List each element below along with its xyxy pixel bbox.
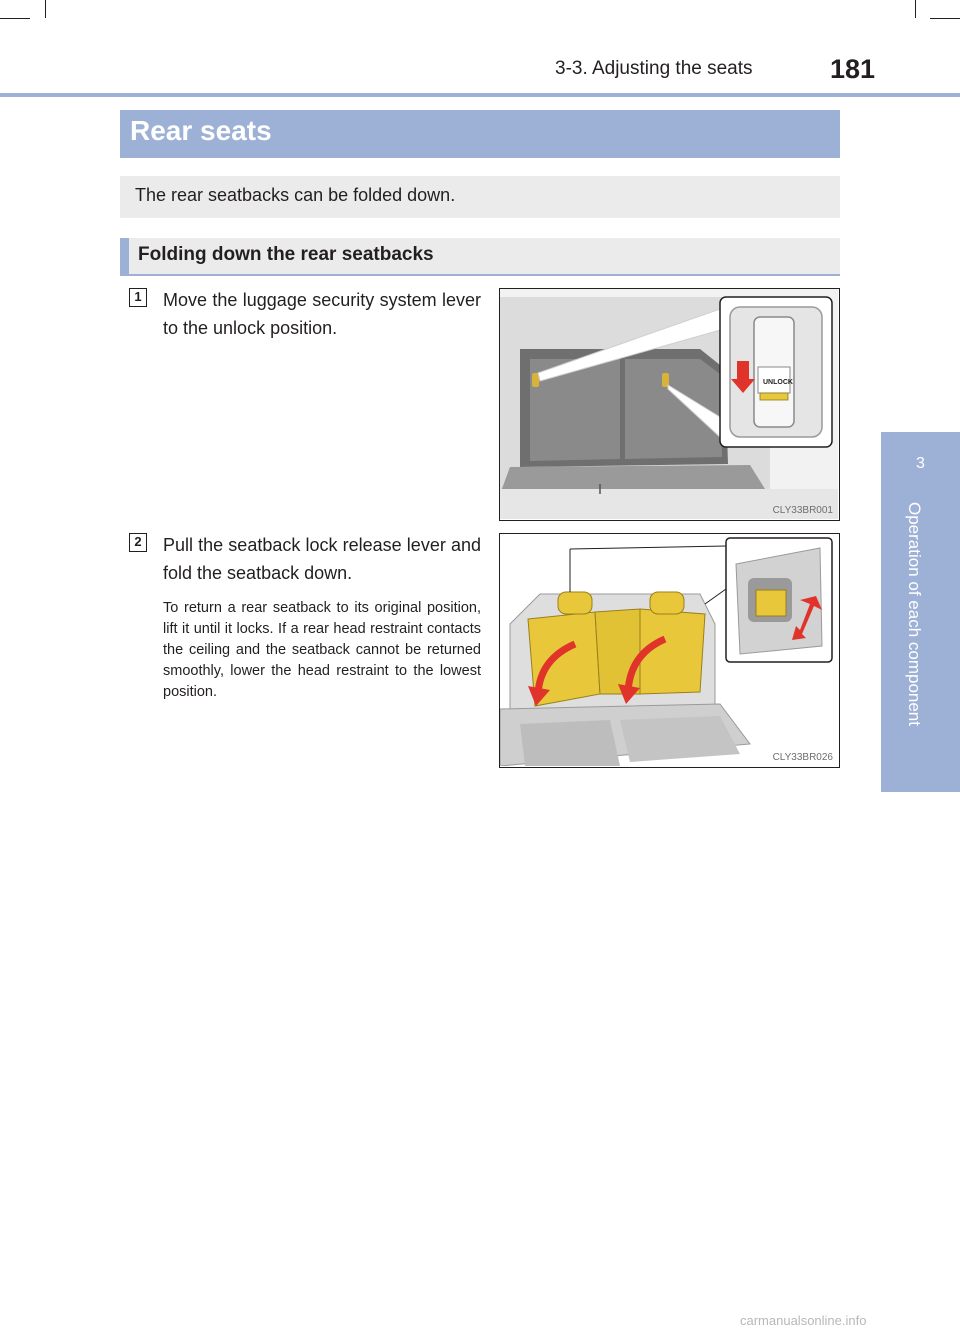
page-number: 181 [830, 54, 876, 84]
step-text-1: Move the luggage security system lever to the unlock position. [163, 290, 481, 338]
left-lever [532, 373, 539, 387]
crop-mark [915, 0, 916, 18]
figure-luggage-lever [499, 288, 840, 521]
header-rule [0, 93, 960, 97]
seat-illustration [500, 534, 838, 766]
intro-text: The rear seatbacks can be folded down. [135, 185, 456, 205]
section-title-bar [120, 110, 840, 158]
step-text-2: Pull the seatback lock release lever and fold the seatback down. [163, 535, 481, 583]
step-number-2: 2 [129, 533, 147, 552]
figure-code: CLY33BR026 [772, 752, 833, 763]
intro-box [120, 176, 840, 218]
figure-code: CLY33BR001 [772, 505, 833, 516]
crop-mark [45, 0, 46, 18]
chapter-side-tab [881, 432, 960, 792]
page-title: Rear seats [130, 115, 272, 146]
figure-seatback-release [499, 533, 840, 768]
crop-mark [930, 18, 960, 19]
section-label: 3-3. Adjusting the seats [555, 58, 753, 79]
chapter-title: Operation of each component [905, 502, 924, 726]
crop-mark [0, 18, 30, 19]
trunk-illustration [500, 289, 838, 519]
chapter-number: 3 [916, 455, 925, 472]
subheading-text: Folding down the rear seatbacks [138, 244, 434, 265]
step-number-1: 1 [129, 288, 147, 307]
unlock-label: UNLOCK [763, 379, 793, 386]
subheading-bar [120, 238, 840, 276]
step-note-2: To return a rear seatback to its original position, lift it until it locks. If a rear head restraint contacts the ceiling and the seatback cannot be returned smoothly, lower the head restraint to the lowest position. [163, 600, 481, 700]
watermark: carmanualsonline.info [740, 1313, 867, 1328]
